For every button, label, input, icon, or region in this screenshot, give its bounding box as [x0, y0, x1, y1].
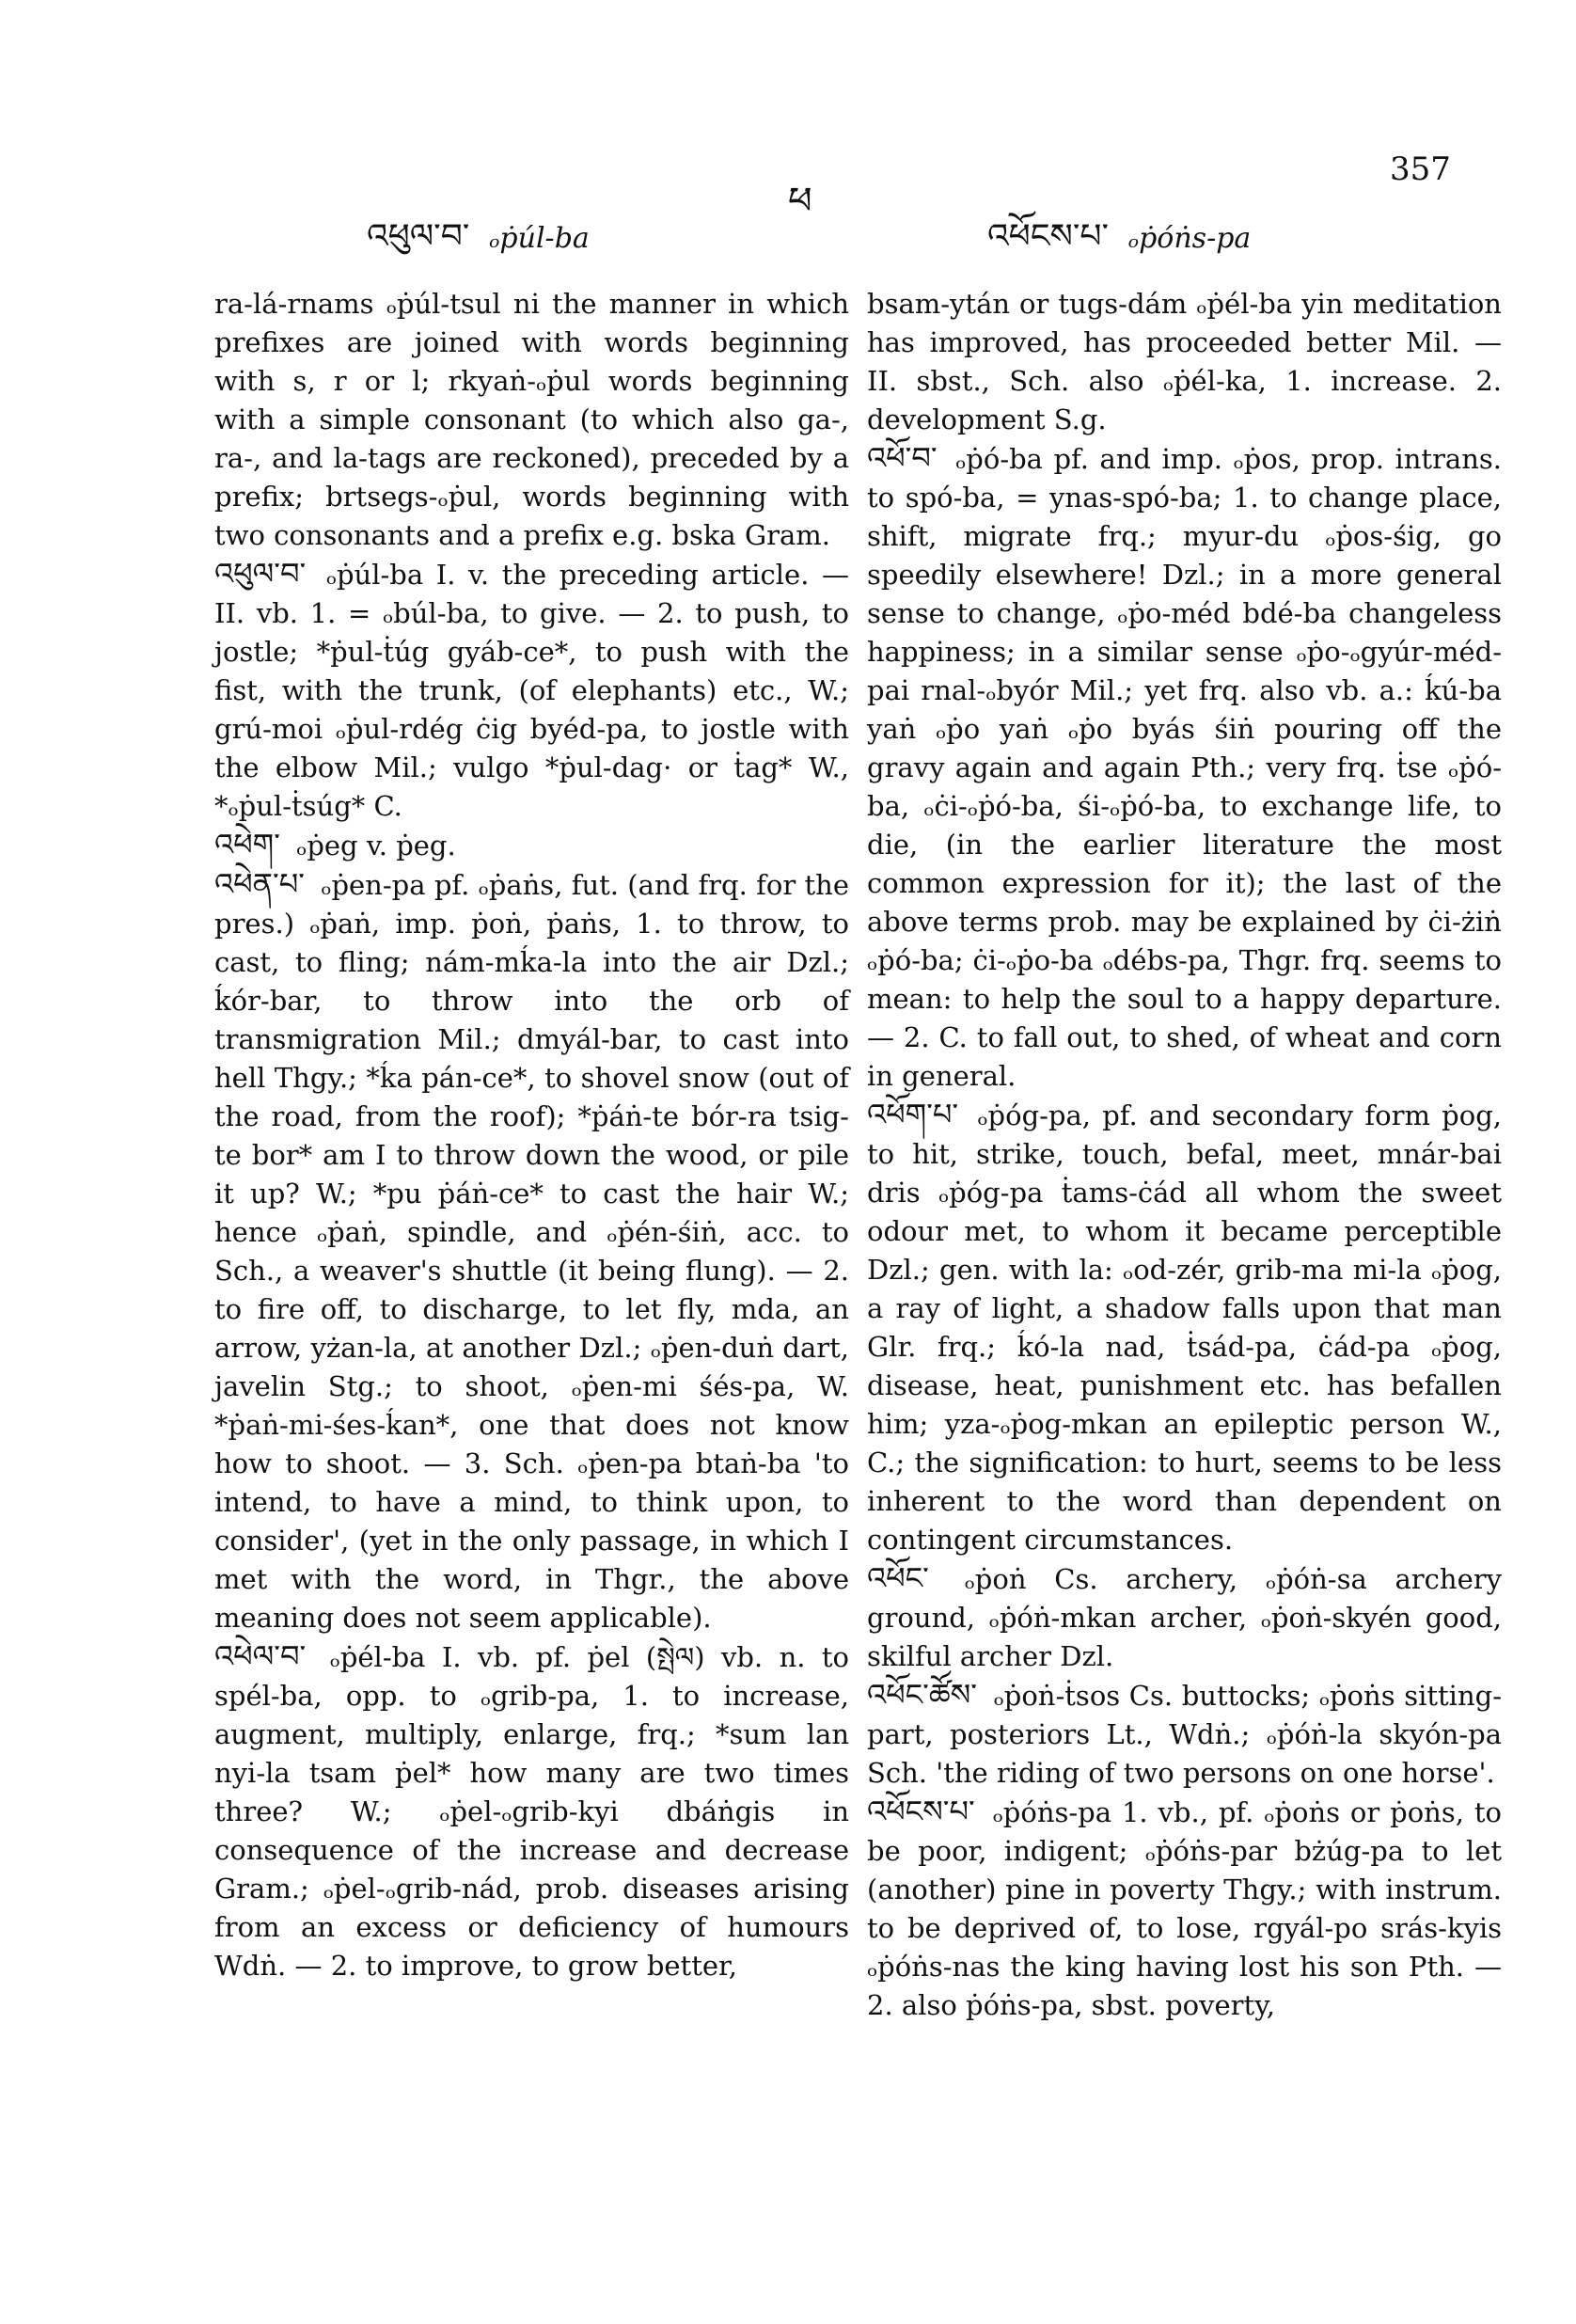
header-right-translit: ₒṗóṅs-pa — [1127, 222, 1252, 255]
entry-definition: ₒṗóg-pa, pf. and secondary form ṗog, to hit, strike, touch, befal, meet, mnár-bai dris ₒṗóg-pa ṫams-ċád all whom the sweet odour met, to whom it became perceptible Dzl.; gen. with la: ₒod-zér, grib-ma mi-la ₒṗog, a ray of light, a shadow falls upon that man Glr. frq.; ḱó-la nad, ṫsád-pa, ċád-pa ₒṗog, disease, heat, punishment etc. has befallen him; yza-ₒṗog-mkan an epileptic person W., C.; the signification: to hurt, seems to be less inherent to the word than dependent on contingent circumstances. — [867, 1099, 1502, 1556]
right-column — [867, 285, 1502, 2025]
entry-definition: ₒṗen-pa pf. ₒṗaṅs, fut. (and frq. for the pres.) ₒṗaṅ, imp. ṗoṅ, ṗaṅs, 1. to throw, to cast, to fling; nám-mḱa-la into the air Dzl.; ḱór-bar, to throw into the orb of transmigration Mil.; dmyál-bar, to cast into hell Thgy.; *ḱa pán-ce*, to shovel snow (out of the road, from the roof); *ṗáṅ-te bór-ra tsig-te bor* am I to throw down the wood, or pile it up? W.; *pu ṗáṅ-ce* to cast the hair W.; hence ₒṗaṅ, spindle, and ₒṗén-śiṅ, acc. to Sch., a weaver's shuttle (it being flung). — 2. to fire off, to discharge, to let fly, mda, an arrow, yżan-la, at another Dzl.; ₒṗen-duṅ dart, javelin Stg.; to shoot, ₒṗen-mi śés-pa, W. *ṗaṅ-mi-śes-ḱan*, one that does not know how to shoot. — 3. Sch. ₒṗen-pa btaṅ-ba 'to intend, to have a mind, to think upon, to consider', (yet in the only passage, in which I met with the word, in Thgr., the above meaning does not seem applicable). — [214, 869, 849, 1634]
dictionary-entry — [867, 439, 1502, 1096]
continuation-text: bsam-ytán or tugs-dám ₒṗél-ba yin meditation has improved, has proceeded better Mil. — II. sbst., Sch. also ₒṗél-ka, 1. increase. 2. development S.g. — [867, 288, 1502, 435]
dictionary-entry — [214, 1637, 849, 1985]
header-left-translit: ₒṗúl-ba — [488, 222, 590, 255]
dictionary-entry — [214, 555, 849, 826]
continuation-text: ra-lá-rnams ₒṗúl-tsul ni the manner in which prefixes are joined with words beginning with s, r or l; rkyaṅ-ₒṗul words beginning with a simple consonant (to which also ga-, ra-, and la-tags are reckoned), preceded by a prefix; brtsegs-ₒṗul, words beginning with two consonants and a prefix e.g. bska Gram. — [214, 288, 849, 551]
entry-definition: ₒṗúl-ba I. v. the preceding article. — II. vb. 1. = ₒbúl-ba, to give. — 2. to push, to jostle; *ṗul-ṫúg gyáb-ce*, to push with the fist, with the trunk, (of elephants) etc., W.; grú-moi ₒṗul-rdég ċig byéd-pa, to jostle with the elbow Mil.; vulgo *ṗul-dag· or ṫag* W., *ₒṗul-ṫsúg* C. — [214, 559, 850, 822]
entry-headword: འཕོག་པ་ — [867, 1097, 959, 1132]
dictionary-entry — [867, 1793, 1502, 2025]
entry-definition: ₒṗóṅs-pa 1. vb., pf. ₒṗoṅs or ṗoṅs, to be poor, indigent; ₒṗóṅs-par bżúg-pa to let (another) pine in poverty Thgy.; with instrum. to be deprived of, to lose, rgyál-po srás-kyis ₒṗóṅs-nas the king having lost his son Pth. — 2. also ṗóṅs-pa, sbst. poverty, — [867, 1796, 1502, 2021]
entry-headword: འཕེན་པ་ — [214, 866, 305, 902]
entry-headword: འཕུལ་བ་ — [214, 556, 307, 592]
entry-definition: ₒṗoṅ-ṫsos Cs. buttocks; ₒṗoṅs sitting-part, posteriors Lt., Wdṅ.; ₒṗóṅ-la skyón-pa Sch. 'the riding of two persons on one horse'. — [867, 1680, 1502, 1789]
header-right-tibetan: འཕོངས་པ་ — [987, 217, 1110, 256]
dictionary-entry — [214, 865, 849, 1637]
dictionary-entry — [214, 826, 849, 865]
dictionary-entry — [867, 1559, 1502, 1676]
entry-headword: འཕོ་བ་ — [867, 440, 938, 476]
entry-headword: འཕོངས་པ་ — [867, 1794, 975, 1829]
section-letter: ཕ — [788, 180, 812, 223]
entry-definition: ₒṗeg v. ṗeg. — [296, 830, 456, 862]
entry-headword: འཕོང་ — [867, 1560, 929, 1596]
entry-headword: འཕེག་ — [214, 827, 280, 862]
left-column — [214, 285, 849, 1985]
page-number: 357 — [1390, 150, 1451, 188]
dictionary-entry — [867, 1096, 1502, 1559]
dictionary-entry — [867, 1676, 1502, 1793]
entry-headword: འཕེལ་བ་ — [214, 1638, 307, 1674]
running-header-left — [367, 198, 590, 256]
entry-definition: ₒṗél-ba I. vb. pf. ṗel (སྤེལ) vb. n. to spél-ba, opp. to ₒgrib-pa, 1. to increase, augment, multiply, enlarge, frq.; *sum lan nyi-la tsam ṗel* how many are two times three? W.; ₒṗel-ₒgrib-kyi dbáṅgis in consequence of the increase and decrease Gram.; ₒṗel-ₒgrib-nád, prob. diseases arising from an excess or deficiency of humours Wdṅ. — 2. to improve, to grow better, — [214, 1641, 849, 1982]
running-header-right — [987, 198, 1252, 256]
header-left-tibetan: འཕུལ་བ་ — [367, 217, 470, 256]
entry-headword: འཕོང་ཚོས་ — [867, 1677, 977, 1713]
entry-definition: ₒṗó-ba pf. and imp. ₒṗos, prop. intrans. to spó-ba, = ynas-spó-ba; 1. to change place, shift, migrate frq.; myur-du ₒṗos-śig, go speedily elsewhere! Dzl.; in a more general sense to change, ₒṗo-méd bdé-ba changeless happiness; in a similar sense ₒṗo-ₒgyúr-méd-pai rnal-ₒbyór Mil.; yet frq. also vb. a.: ḱú-ba yaṅ ₒṗo yaṅ ₒṗo byás śiṅ pouring off the gravy again and again Pth.; very frq. ṫse ₒṗó-ba, ₒċi-ₒṗó-ba, śi-ₒṗó-ba, to exchange life, to die, (in the earlier literature the most common expression for it); the last of the above terms prob. may be explained by ċi-żiṅ ₒṗó-ba; ċi-ₒṗo-ba ₒdébs-pa, Thgr. frq. seems to mean: to help the soul to a happy departure. — 2. C. to fall out, to shed, of wheat and corn in general. — [867, 443, 1502, 1092]
entry-definition: ₒṗoṅ Cs. archery, ₒṗóṅ-sa archery ground, ₒṗóṅ-mkan archer, ₒṗoṅ-skyén good, skilful archer Dzl. — [867, 1563, 1502, 1672]
